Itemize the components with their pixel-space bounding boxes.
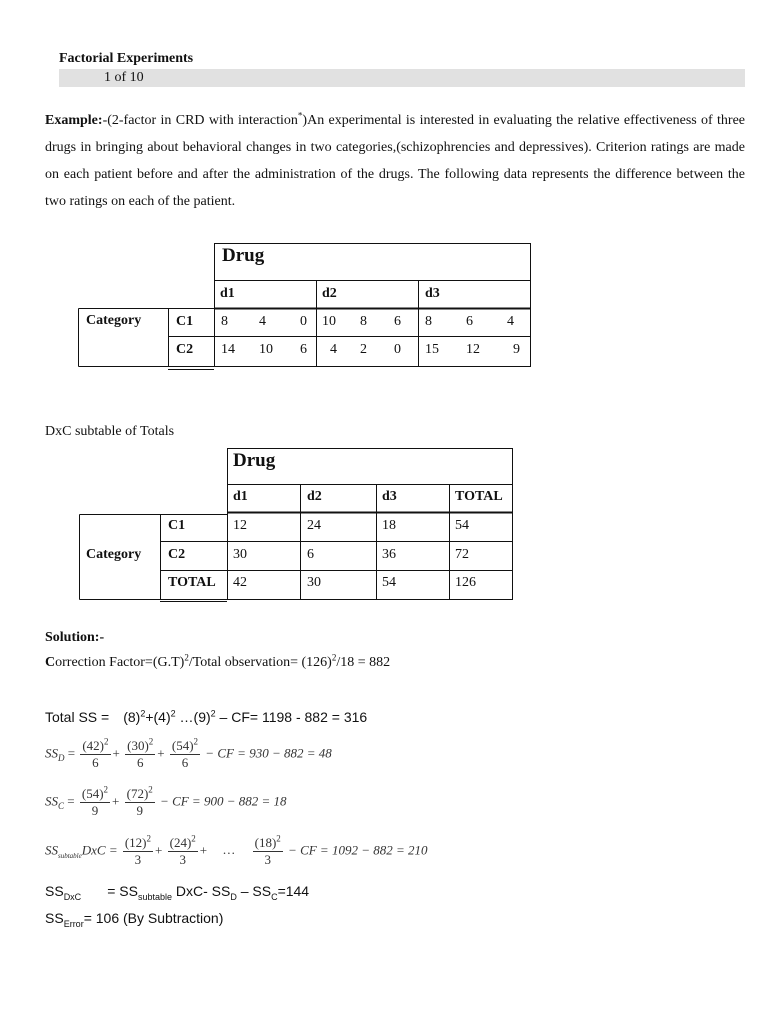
table2-cell: 126 [455, 575, 476, 590]
table2-header: d1 [233, 489, 248, 504]
ss-category-formula: $SS_C$ = $\frac{(54)^2}{9}$ + $\frac{(72)^2}{9}$ − CF = 900 − 882 = 18 [45, 784, 287, 818]
table1-cell: 8 [221, 314, 228, 329]
ss-c-lhs: SS [45, 793, 58, 809]
table2-row-label-total: TOTAL [168, 575, 216, 590]
cf-text: /18 = 882 [336, 655, 391, 670]
table2-header: d3 [382, 489, 397, 504]
ss-d-frac: $\frac{(30)^2}{6}$ [127, 736, 154, 770]
table2-drug-title: Drug [233, 450, 276, 471]
example-footnote-mark: * [297, 110, 303, 121]
total-ss-term: …(9) [175, 709, 211, 725]
total-ss-label: Total SS = [45, 709, 110, 725]
table1-cell: 10 [322, 314, 336, 329]
table2-cell: 6 [307, 547, 314, 562]
table2-cell: 36 [382, 547, 396, 562]
ss-sub-lhs-tail: DxC = [81, 842, 118, 858]
ss-sub-tail: − CF = 1092 − 882 = 210 [288, 842, 428, 858]
table1-cell: 6 [466, 314, 473, 329]
solution-label: Solution:- [45, 630, 105, 645]
table1-cell: 9 [513, 342, 520, 357]
ss-sub-frac: $\frac{(12)^2}{3}$ [124, 833, 152, 867]
total-ss-sup: 2 [210, 708, 216, 719]
table1-cell: 6 [394, 314, 401, 329]
ss-sub-dots: … [222, 842, 236, 858]
ss-subtable-formula: $SS_{subtable}DxC$ = $\frac{(12)^2}{3}$ + $\frac{(24)^2}{3}$ + … $\frac{(18)^2}{3}$ − CF = 1092 − 882 = 210 [45, 833, 428, 867]
cf-sup: 2 [331, 652, 337, 663]
correction-factor-line [45, 652, 391, 671]
table1-cell: 10 [259, 342, 273, 357]
document-title: Factorial Experiments [59, 51, 194, 66]
total-ss-term: +(4) [145, 709, 171, 725]
table2-cell: 30 [233, 547, 247, 562]
ss-sub-frac: $\frac{(18)^2}{3}$ [254, 833, 281, 867]
cf-text: actor=(G.T) [116, 655, 185, 670]
table2-header: TOTAL [455, 489, 503, 504]
table2-cell: 54 [455, 518, 469, 533]
table2-cell: 24 [307, 518, 321, 533]
table2-cell: 72 [455, 547, 469, 562]
ss-interaction-line: $SS_{DxC} = SS_{subtable}$ DxC- $SS_D - SS_C=144$ [45, 883, 310, 902]
table1-cell: 14 [221, 342, 235, 357]
table1-cell: 2 [360, 342, 367, 357]
page-indicator: 1 of 10 [104, 70, 144, 85]
total-ss-sup: 2 [170, 708, 176, 719]
ss-c-sub: C [58, 801, 65, 812]
table1-cell: 15 [425, 342, 439, 357]
table1-row-header: Category [86, 313, 142, 328]
ss-drug-formula: $SS_D$ = $\frac{(42)^2}{6}$ + $\frac{(30)^2}{6}$ + $\frac{(54)^2}{6}$ − CF = 930 − 882 = 48 [45, 736, 332, 770]
table1-row-label-c2: C2 [176, 342, 194, 357]
table1-header-d2: d2 [322, 286, 337, 301]
table2-cell: 30 [307, 575, 321, 590]
table1-cell: 8 [425, 314, 432, 329]
cf-text: orrection F [55, 655, 117, 670]
total-ss-sup: 2 [140, 708, 146, 719]
ss-d-sub: D [58, 753, 65, 764]
ss-sub-sub: subtable [58, 852, 82, 861]
table1-drug-title: Drug [222, 245, 265, 266]
example-label: Example: [45, 113, 103, 128]
table1-row-label-c1: C1 [176, 314, 194, 329]
ss-sub-lhs: SS [45, 842, 58, 858]
ss-c-frac: $\frac{(54)^2}{9}$ [81, 784, 109, 818]
subtable-caption: DxC subtable of Totals [45, 424, 175, 439]
example-text-a: -(2-factor in CRD with interaction [102, 113, 298, 128]
table2-cell: 12 [233, 518, 247, 533]
ss-c-frac: $\frac{(72)^2}{9}$ [126, 784, 153, 818]
table2-row-label-c1: C1 [168, 518, 186, 533]
table2-row-header: Category [86, 547, 142, 562]
example-text-b: )An experimental is interested in evaluating the relative effectiveness of three drugs in bringing about behavioral changes in two categories,(schizophrencies and depressives). Criterion ratings are made on each patient before and after the administration of the drugs. The following data represents the difference between the two ratings on each of the patient. [45, 113, 746, 209]
ss-error-line: $SS_{Error}= 106$ (By Subtraction) [45, 910, 224, 929]
table1-header-d3: d3 [425, 286, 440, 301]
ss-d-tail: − CF = 930 − 882 = 48 [205, 745, 332, 761]
table2-cell: 18 [382, 518, 396, 533]
total-ss-term: – CF= 1198 - 882 = 316 [215, 709, 368, 725]
table1-cell: 12 [466, 342, 480, 357]
table2-header: d2 [307, 489, 322, 504]
total-ss-term: (8) [123, 709, 141, 725]
cf-initial: C [45, 655, 56, 670]
table1-cell: 4 [330, 342, 337, 357]
ss-sub-plus: + [199, 842, 208, 858]
table1-cell: 4 [507, 314, 514, 329]
total-ss-line [45, 709, 367, 725]
cf-text: /Total observation= (126) [188, 655, 332, 670]
ss-d-eq: = [67, 745, 76, 761]
table2-cell: 54 [382, 575, 396, 590]
table1-header-d1: d1 [220, 286, 235, 301]
cf-sup: 2 [184, 652, 189, 663]
table1-cell: 8 [360, 314, 367, 329]
table2-row-label-c2: C2 [168, 547, 186, 562]
ss-c-eq: = [67, 793, 75, 809]
ss-sub-frac: $\frac{(24)^2}{3}$ [169, 833, 196, 867]
ss-c-tail: − CF = 900 − 882 = 18 [160, 793, 287, 809]
ss-d-lhs: SS [45, 745, 58, 761]
ss-d-frac: $\frac{(42)^2}{6}$ [82, 736, 109, 770]
table1-cell: 4 [259, 314, 266, 329]
ss-d-frac: $\frac{(54)^2}{6}$ [171, 736, 199, 770]
table1-cell: 0 [300, 314, 307, 329]
table2-cell: 42 [233, 575, 247, 590]
table1-cell: 0 [394, 342, 401, 357]
table1-cell: 6 [300, 342, 307, 357]
